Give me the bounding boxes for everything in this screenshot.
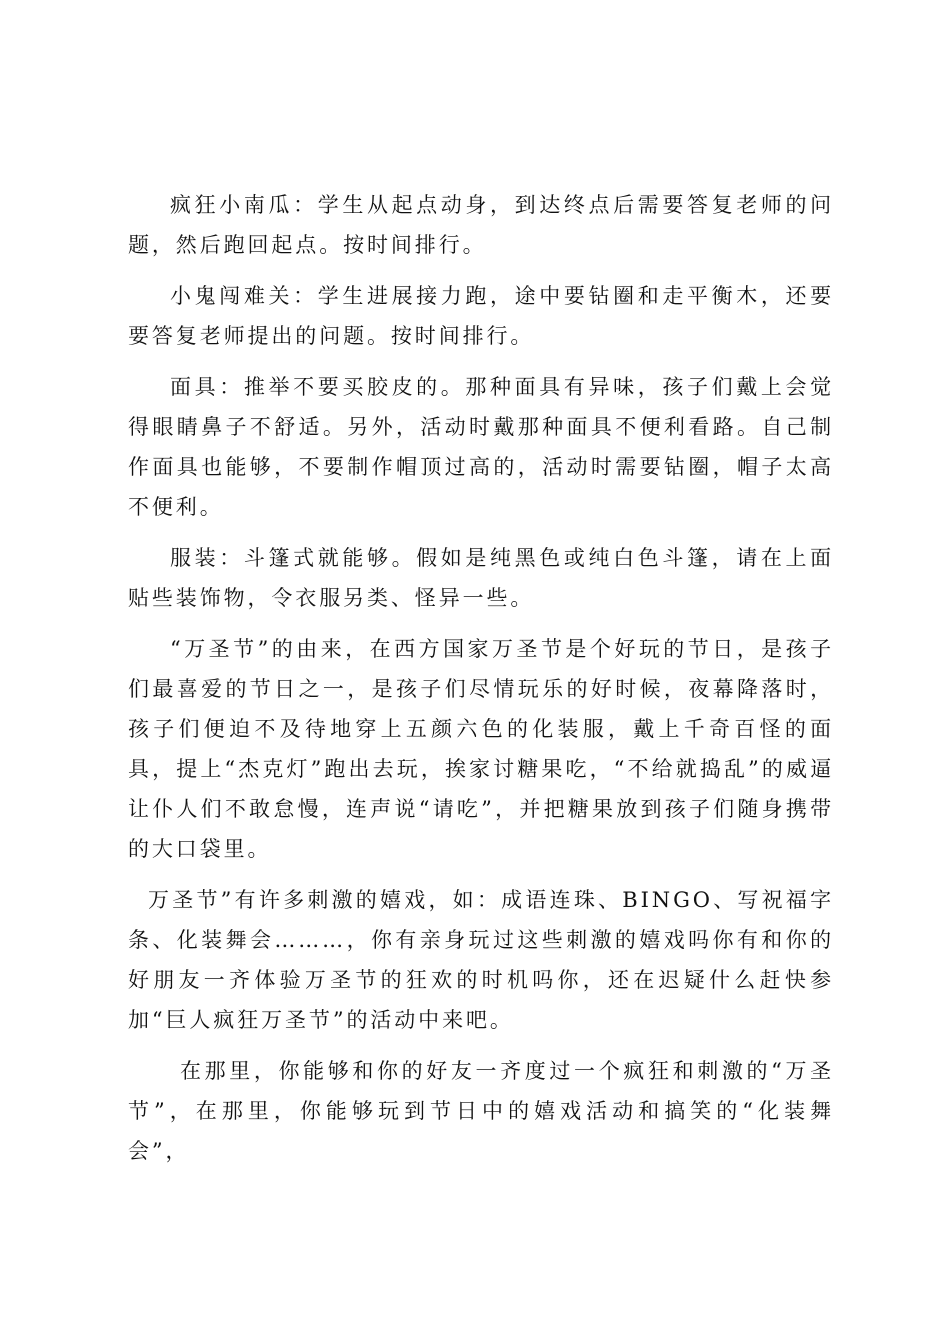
paragraph-crazy-pumpkin: 疯狂小南瓜：学生从起点动身，到达终点后需要答复老师的问题，然后跑回起点。按时间排行。 <box>128 193 834 257</box>
paragraph-halloween-games: 万圣节”有许多刺激的嬉戏，如：成语连珠、BINGO、写祝福字条、化装舞会………，你有亲身玩过这些刺激的嬉戏吗你有和你的好朋友一齐体验万圣节的狂欢的时机吗你，还在迟疑什么赶快参加“巨人疯狂万圣节”的活动中来吧。 <box>128 888 834 1032</box>
paragraph-mask: 面具：推举不要买胶皮的。那种面具有异味，孩子们戴上会觉得眼睛鼻子不舒适。另外，活动时戴那种面具不便利看路。自己制作面具也能够，不要制作帽顶过高的，活动时需要钻圈，帽子太高不便利。 <box>128 375 834 519</box>
paragraph-costume: 服装：斗篷式就能够。假如是纯黑色或纯白色斗篷，请在上面贴些装饰物，令衣服另类、怪异一些。 <box>128 546 834 610</box>
paragraph-halloween-origin: “万圣节”的由来，在西方国家万圣节是个好玩的节日，是孩子们最喜爱的节日之一，是孩子们尽情玩乐的好时候，夜幕降落时，孩子们便迫不及待地穿上五颜六色的化装服，戴上千奇百怪的面具，提上“杰克灯”跑出去玩，挨家讨糖果吃，“不给就捣乱”的威逼让仆人们不敢怠慢，连声说“请吃”，并把糖果放到孩子们随身携带的大口袋里。 <box>128 637 834 861</box>
paragraph-invitation: 在那里，你能够和你的好友一齐度过一个疯狂和刺激的“万圣节”，在那里，你能够玩到节日中的嬉戏活动和搞笑的“化装舞会”， <box>128 1059 834 1163</box>
document-body <box>128 185 834 1182</box>
paragraph-ghost-challenge: 小鬼闯难关：学生进展接力跑，途中要钻圈和走平衡木，还要要答复老师提出的问题。按时间排行。 <box>128 284 834 348</box>
